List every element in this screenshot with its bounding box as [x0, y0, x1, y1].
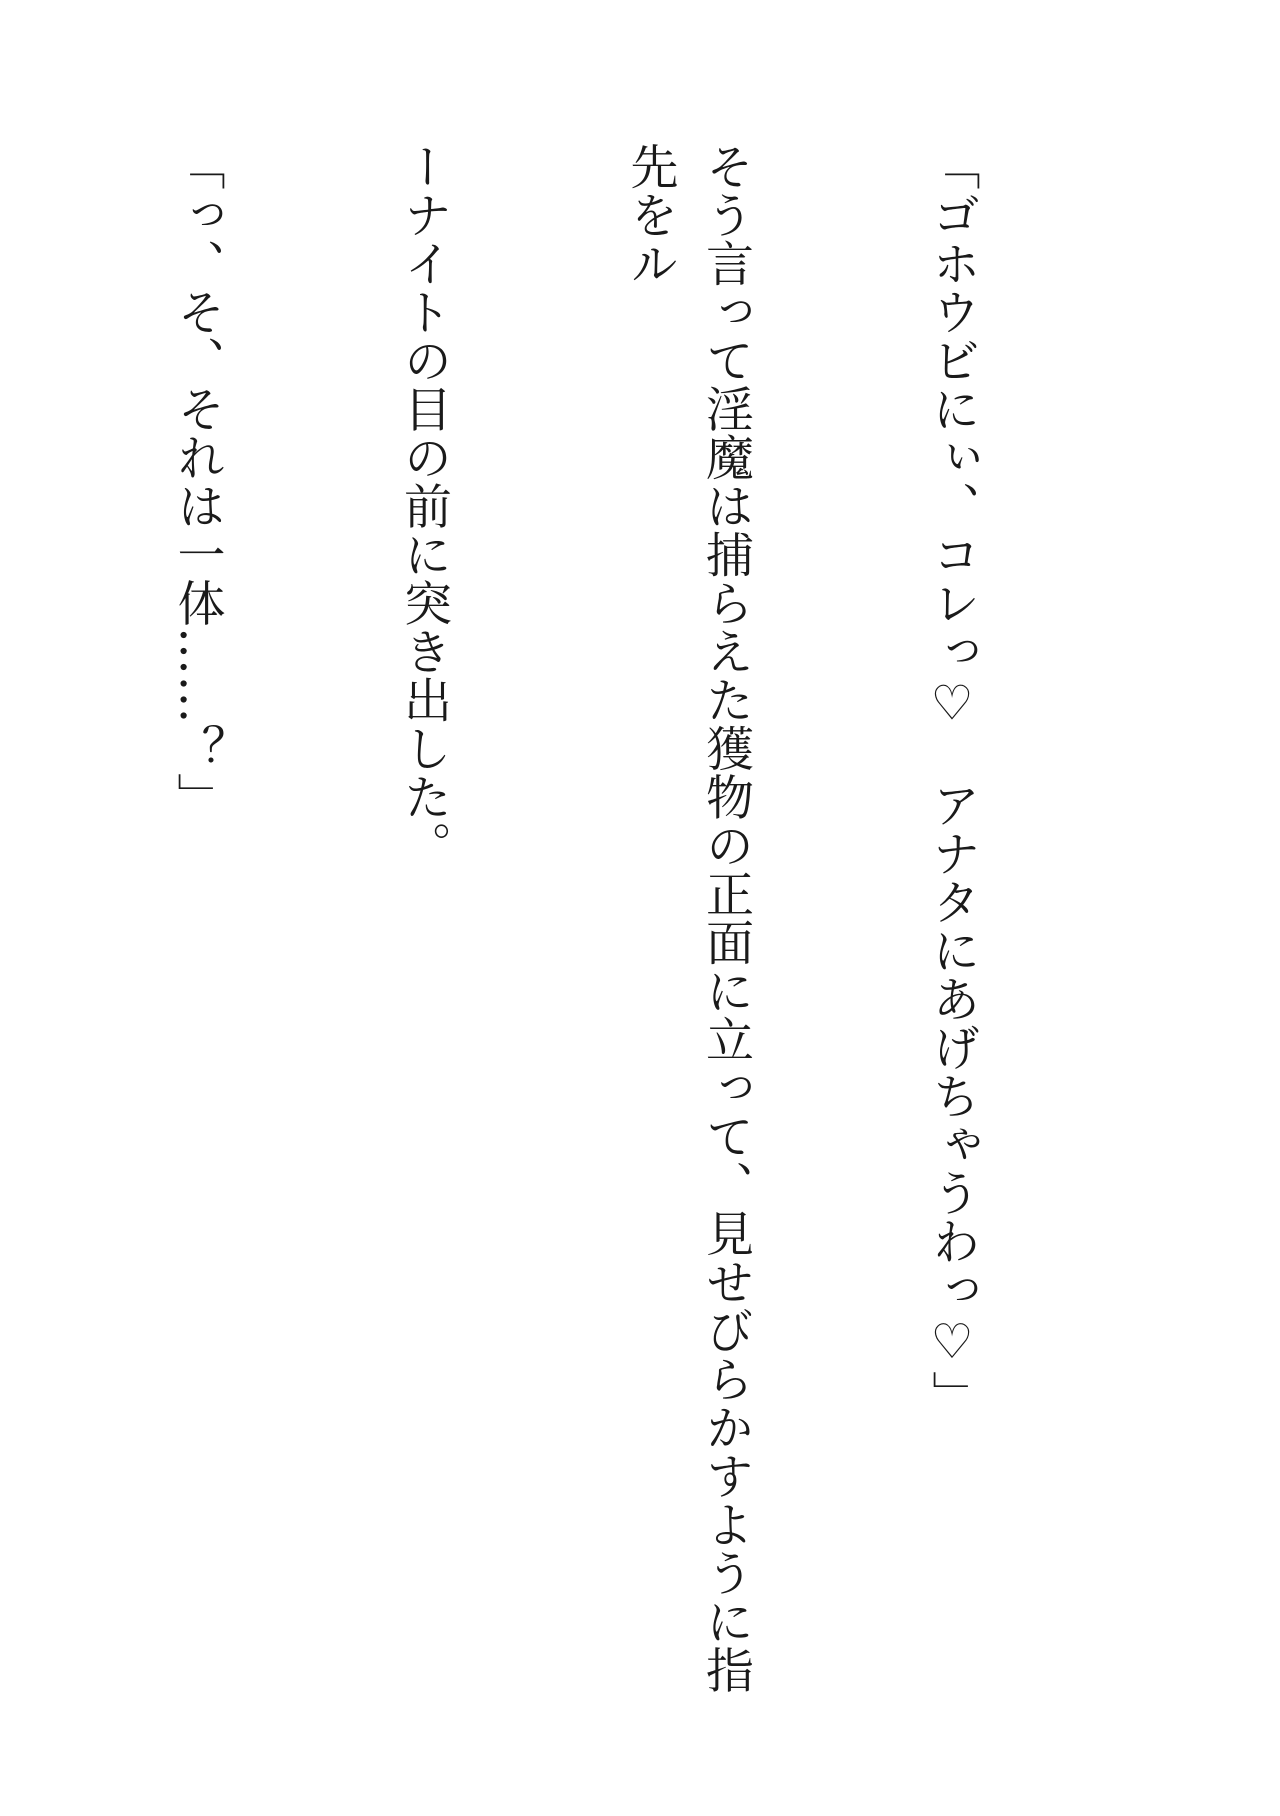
text-line	[0, 142, 8, 1702]
text-line: そう言って淫魔は捕らえた獲物の正面に立って、見せびらかすように指先をル	[622, 142, 754, 1694]
text-line: ーナイトの目の前に突き出した。	[395, 142, 452, 870]
text-line: 「っ、そ、それは一体……？」	[169, 142, 225, 821]
vertical-text-body	[0, 142, 1140, 1702]
text-line: 「ゴホウビにぃ、コレっ♡ アナタにあげちゃうわっ♡」	[924, 142, 980, 1419]
